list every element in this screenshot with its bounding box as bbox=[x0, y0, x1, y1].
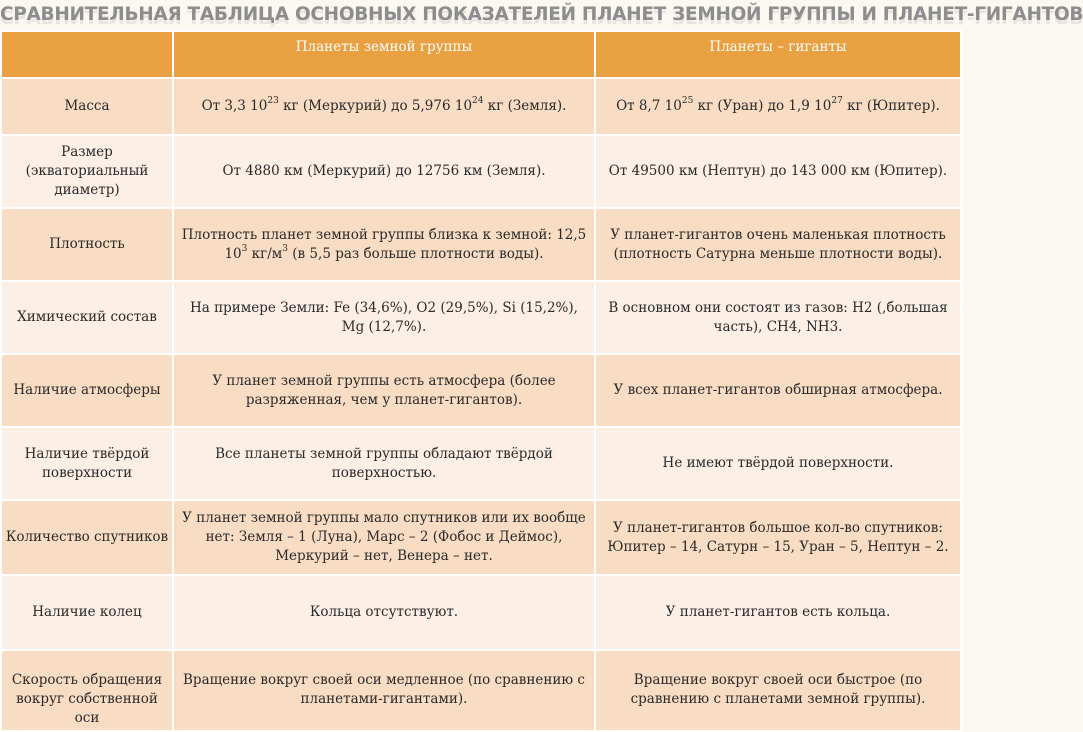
row-giant: В основном они состоят из газов: H2 (,большая часть), CH4, NH3. bbox=[595, 281, 961, 354]
row-terrestrial: От 3,3 $10^{23}$ кг (Меркурий) до 5,976 $10^{24}$ кг (Земля). bbox=[173, 78, 595, 135]
table-row bbox=[1, 354, 961, 427]
row-giant: У планет-гигантов большое кол-во спутников: Юпитер – 14, Сатурн – 15, Уран – 5, Нептун – 2. bbox=[595, 500, 961, 575]
row-param: Размер (экваториальный диаметр) bbox=[1, 135, 173, 208]
row-giant: От 49500 км (Нептун) до 143 000 км (Юпитер). bbox=[595, 135, 961, 208]
row-terrestrial: На примере Земли: Fe (34,6%), O2 (29,5%), Si (15,2%), Mg (12,7%). bbox=[173, 281, 595, 354]
table-row bbox=[1, 575, 961, 650]
header-giant: Планеты – гиганты bbox=[595, 31, 961, 78]
row-param: Количество спутников bbox=[1, 500, 173, 575]
table-row bbox=[1, 281, 961, 354]
table-row bbox=[1, 500, 961, 575]
row-param: Масса bbox=[1, 78, 173, 135]
table-row bbox=[1, 135, 961, 208]
header-param bbox=[1, 31, 173, 78]
row-terrestrial: Вращение вокруг своей оси медленное (по сравнению с планетами-гигантами). bbox=[173, 650, 595, 731]
comparison-table bbox=[0, 30, 962, 732]
row-terrestrial: Плотность планет земной группы близка к земной: 12,5 $10^3$ $кг/м^3$ (в 5,5 раз больше плотности воды). bbox=[173, 208, 595, 281]
row-terrestrial: Все планеты земной группы обладают твёрдой поверхностью. bbox=[173, 427, 595, 500]
row-param: Скорость обращения вокруг собственной оси bbox=[1, 650, 173, 731]
row-terrestrial: У планет земной группы есть атмосфера (более разряженная, чем у планет-гигантов). bbox=[173, 354, 595, 427]
row-terrestrial: У планет земной группы мало спутников или их вообще нет: Земля – 1 (Луна), Марс – 2 (Фобос и Деймос), Меркурий – нет, Венера – нет. bbox=[173, 500, 595, 575]
row-terrestrial: От 4880 км (Меркурий) до 12756 км (Земля). bbox=[173, 135, 595, 208]
table-row bbox=[1, 650, 961, 731]
row-param: Наличие колец bbox=[1, 575, 173, 650]
row-param: Плотность bbox=[1, 208, 173, 281]
table-row bbox=[1, 427, 961, 500]
table-header-row bbox=[1, 31, 961, 78]
row-param: Химический состав bbox=[1, 281, 173, 354]
row-giant: От 8,7 $10^{25}$ кг (Уран) до 1,9 $10^{27}$ кг (Юпитер). bbox=[595, 78, 961, 135]
row-giant: Не имеют твёрдой поверхности. bbox=[595, 427, 961, 500]
table-row bbox=[1, 78, 961, 135]
row-giant: У планет-гигантов есть кольца. bbox=[595, 575, 961, 650]
row-terrestrial: Кольца отсутствуют. bbox=[173, 575, 595, 650]
table-row bbox=[1, 208, 961, 281]
row-giant: Вращение вокруг своей оси быстрое (по сравнению с планетами земной группы). bbox=[595, 650, 961, 731]
row-giant: У всех планет-гигантов обширная атмосфера. bbox=[595, 354, 961, 427]
row-giant: У планет-гигантов очень маленькая плотность (плотность Сатурна меньше плотности воды). bbox=[595, 208, 961, 281]
row-param: Наличие атмосферы bbox=[1, 354, 173, 427]
row-param: Наличие твёрдой поверхности bbox=[1, 427, 173, 500]
page-title: СРАВНИТЕЛЬНАЯ ТАБЛИЦА ОСНОВНЫХ ПОКАЗАТЕЛЕЙ ПЛАНЕТ ЗЕМНОЙ ГРУППЫ И ПЛАНЕТ-ГИГАНТОВ bbox=[0, 4, 1083, 25]
header-terrestrial: Планеты земной группы bbox=[173, 31, 595, 78]
